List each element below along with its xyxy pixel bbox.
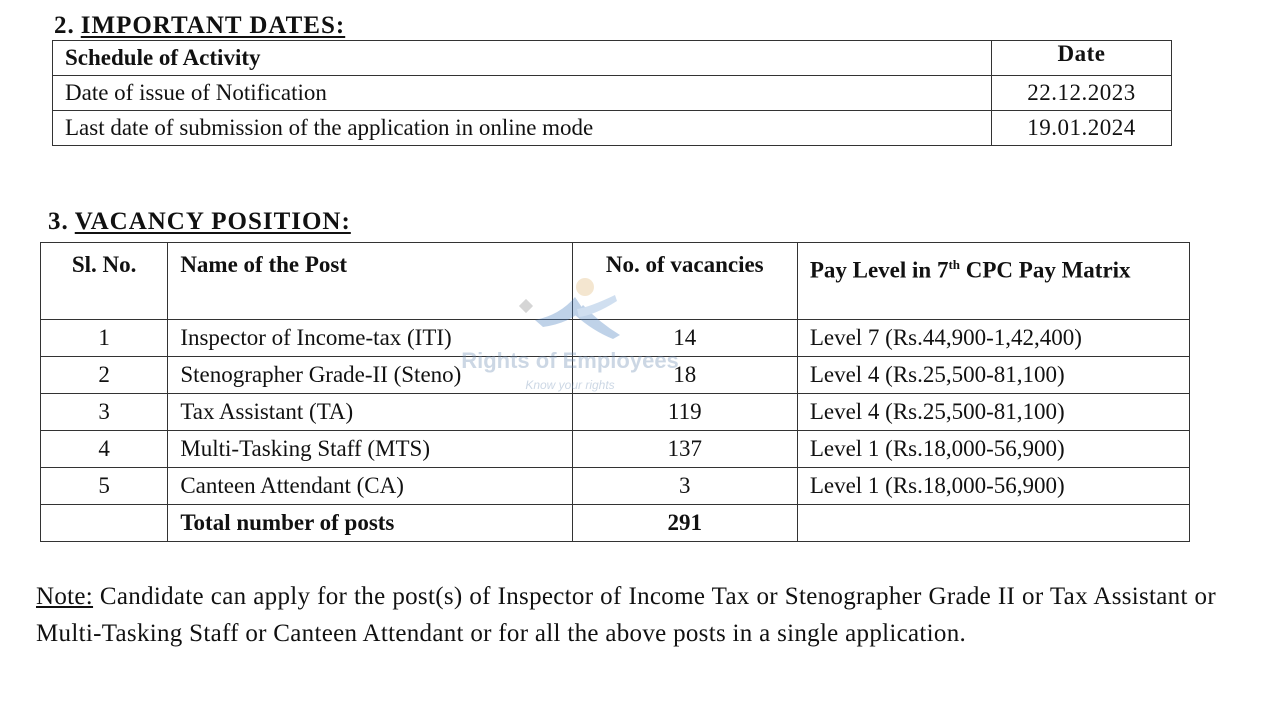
section-number: 2. [54, 12, 75, 39]
vacancies-cell: 137 [572, 431, 797, 468]
pay-level-cell: Level 1 (Rs.18,000-56,900) [797, 431, 1189, 468]
pay-level-cell: Level 1 (Rs.18,000-56,900) [797, 468, 1189, 505]
vacancies-cell: 3 [572, 468, 797, 505]
table-row [41, 468, 1190, 505]
header-schedule-of-activity: Schedule of Activity [53, 41, 992, 76]
table-row [53, 76, 1172, 111]
total-label-cell: Total number of posts [168, 505, 572, 542]
post-name-cell: Canteen Attendant (CA) [168, 468, 572, 505]
empty-cell [797, 505, 1189, 542]
total-value-cell: 291 [572, 505, 797, 542]
pay-level-cell: Level 7 (Rs.44,900-1,42,400) [797, 320, 1189, 357]
table-row [41, 394, 1190, 431]
post-name-cell: Multi-Tasking Staff (MTS) [168, 431, 572, 468]
section-title: VACANCY POSITION: [74, 208, 351, 235]
vacancy-table [40, 242, 1190, 542]
note-paragraph [36, 578, 1216, 652]
vacancies-cell: 119 [572, 394, 797, 431]
pay-level-cell: Level 4 (Rs.25,500-81,100) [797, 357, 1189, 394]
table-row [53, 111, 1172, 146]
sl-cell: 5 [41, 468, 168, 505]
vacancies-cell: 14 [572, 320, 797, 357]
watermark-title: Rights of Employees [461, 348, 679, 373]
section-number: 3. [48, 208, 69, 235]
sl-cell: 3 [41, 394, 168, 431]
important-dates-table [52, 40, 1172, 146]
section-title: IMPORTANT DATES: [80, 12, 346, 39]
table-row [41, 320, 1190, 357]
header-pay-level [797, 243, 1189, 320]
note-text: Candidate can apply for the post(s) of Inspector of Income Tax or Stenographer Grade II or Tax Assistant or Multi-Tasking Staff or Canteen Attendant or for all the above posts in a single application. [36, 583, 1216, 647]
sl-cell: 2 [41, 357, 168, 394]
header-name-of-post: Name of the Post [168, 243, 572, 320]
header-pay-level-text-2: CPC Pay Matrix [960, 257, 1131, 283]
post-name-cell: Stenographer Grade-II (Steno) [168, 357, 572, 394]
sl-cell: 1 [41, 320, 168, 357]
watermark-subtitle: Know your rights [525, 378, 615, 392]
date-cell: 19.01.2024 [992, 111, 1172, 146]
total-row [41, 505, 1190, 542]
vacancies-cell: 18 [572, 357, 797, 394]
post-name-cell: Tax Assistant (TA) [168, 394, 572, 431]
post-name-cell: Inspector of Income-tax (ITI) [168, 320, 572, 357]
important-dates-heading [54, 12, 345, 40]
header-date: Date [992, 41, 1172, 76]
table-header-row [53, 41, 1172, 76]
header-pay-level-superscript: th [948, 257, 961, 272]
vacancy-position-heading [48, 208, 351, 236]
empty-cell [41, 505, 168, 542]
header-sl-no: Sl. No. [41, 243, 168, 320]
date-cell: 22.12.2023 [992, 76, 1172, 111]
activity-cell: Last date of submission of the application in online mode [53, 111, 992, 146]
table-header-row [41, 243, 1190, 320]
note-label: Note: [36, 583, 94, 610]
table-row [41, 357, 1190, 394]
sl-cell: 4 [41, 431, 168, 468]
pay-level-cell: Level 4 (Rs.25,500-81,100) [797, 394, 1189, 431]
activity-cell: Date of issue of Notification [53, 76, 992, 111]
header-no-of-vacancies: No. of vacancies [572, 243, 797, 320]
table-row [41, 431, 1190, 468]
header-pay-level-text: Pay Level in 7 [809, 257, 949, 283]
